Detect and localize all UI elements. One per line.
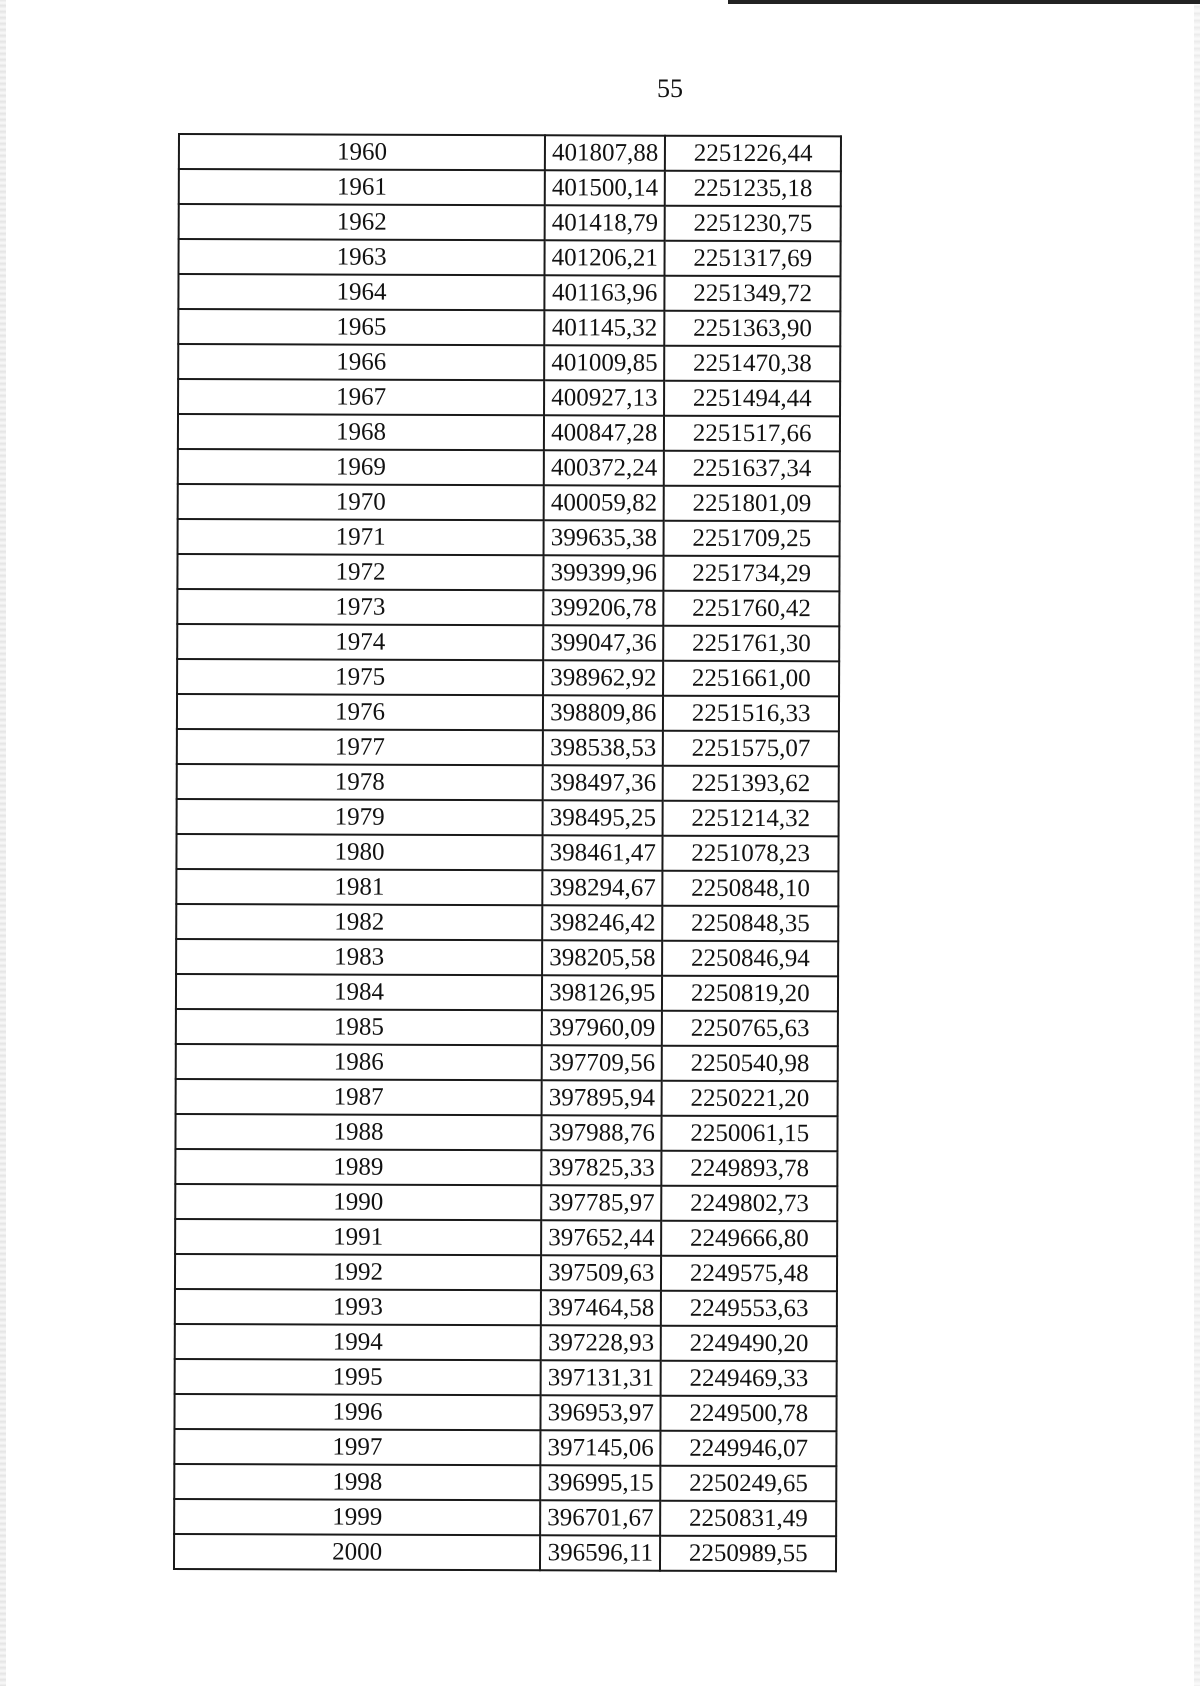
- x-value-cell: 400372,24: [544, 450, 664, 485]
- x-value-cell: 396953,97: [541, 1395, 661, 1430]
- x-value-cell: 398809,86: [543, 695, 663, 730]
- year-cell: 1996: [174, 1394, 540, 1430]
- table-row: [178, 379, 840, 416]
- table-row: [175, 1149, 837, 1186]
- table-row: [174, 1499, 836, 1536]
- table-row: [174, 1394, 836, 1431]
- y-value-cell: 2250249,65: [661, 1466, 837, 1502]
- year-cell: 1990: [175, 1184, 541, 1220]
- year-cell: 1978: [177, 764, 543, 800]
- y-value-cell: 2251226,44: [665, 136, 841, 172]
- scan-edge-right: [1194, 0, 1200, 1686]
- x-value-cell: 397825,33: [541, 1150, 661, 1185]
- y-value-cell: 2251516,33: [663, 696, 839, 732]
- y-value-cell: 2249802,73: [662, 1186, 838, 1222]
- y-value-cell: 2250061,15: [662, 1116, 838, 1152]
- x-value-cell: 397145,06: [540, 1430, 660, 1465]
- y-value-cell: 2251349,72: [665, 276, 841, 312]
- x-value-cell: 397509,63: [541, 1255, 661, 1290]
- year-cell: 1983: [176, 939, 542, 975]
- x-value-cell: 398205,58: [542, 940, 662, 975]
- x-value-cell: 400847,28: [544, 415, 664, 450]
- data-table: [173, 133, 842, 1572]
- year-cell: 1974: [177, 624, 543, 660]
- year-cell: 1961: [179, 169, 545, 205]
- y-value-cell: 2250819,20: [662, 976, 838, 1012]
- x-value-cell: 401418,79: [545, 205, 665, 240]
- x-value-cell: 396701,67: [540, 1500, 660, 1535]
- y-value-cell: 2250831,49: [661, 1501, 837, 1537]
- year-cell: 1968: [178, 414, 544, 450]
- x-value-cell: 397988,76: [542, 1115, 662, 1150]
- x-value-cell: 396995,15: [540, 1465, 660, 1500]
- table-row: [176, 904, 838, 941]
- year-cell: 2000: [174, 1534, 540, 1570]
- y-value-cell: 2250989,55: [660, 1536, 836, 1572]
- year-cell: 1991: [175, 1219, 541, 1255]
- table-row: [175, 1254, 837, 1291]
- year-cell: 1975: [177, 659, 543, 695]
- table-row: [178, 449, 840, 486]
- year-cell: 1970: [178, 484, 544, 520]
- x-value-cell: 399206,78: [543, 590, 663, 625]
- year-cell: 1981: [176, 869, 542, 905]
- x-value-cell: 398126,95: [542, 975, 662, 1010]
- page-number: 55: [657, 74, 683, 103]
- x-value-cell: 401500,14: [545, 170, 665, 205]
- table-row: [176, 1079, 838, 1116]
- year-cell: 1977: [177, 729, 543, 765]
- x-value-cell: 398962,92: [543, 660, 663, 695]
- table-row: [176, 834, 838, 871]
- y-value-cell: 2251317,69: [665, 241, 841, 277]
- x-value-cell: 401206,21: [545, 240, 665, 275]
- y-value-cell: 2251661,00: [663, 661, 839, 697]
- x-value-cell: 397228,93: [541, 1325, 661, 1360]
- year-cell: 1969: [178, 449, 544, 485]
- y-value-cell: 2249893,78: [662, 1151, 838, 1187]
- y-value-cell: 2250221,20: [662, 1081, 838, 1117]
- table-body: [174, 134, 841, 1571]
- table-row: [175, 1219, 837, 1256]
- year-cell: 1966: [178, 344, 544, 380]
- table-row: [174, 1534, 836, 1571]
- x-value-cell: 397895,94: [542, 1080, 662, 1115]
- x-value-cell: 397785,97: [541, 1185, 661, 1220]
- year-cell: 1963: [179, 239, 545, 275]
- y-value-cell: 2249666,80: [662, 1221, 838, 1257]
- y-value-cell: 2250765,63: [662, 1011, 838, 1047]
- table-row: [178, 344, 840, 381]
- y-value-cell: 2250848,35: [663, 906, 839, 942]
- y-value-cell: 2251214,32: [663, 801, 839, 837]
- x-value-cell: 398461,47: [543, 835, 663, 870]
- table-row: [176, 939, 838, 976]
- y-value-cell: 2250846,94: [663, 941, 839, 977]
- table-row: [178, 519, 840, 556]
- year-cell: 1989: [175, 1149, 541, 1185]
- table-row: [178, 274, 840, 311]
- table-row: [174, 1429, 836, 1466]
- year-cell: 1982: [176, 904, 542, 940]
- y-value-cell: 2251761,30: [664, 626, 840, 662]
- year-cell: 1962: [179, 204, 545, 240]
- table-row: [175, 1184, 837, 1221]
- table-row: [175, 1359, 837, 1396]
- y-value-cell: 2251494,44: [664, 381, 840, 417]
- year-cell: 1973: [177, 589, 543, 625]
- x-value-cell: 398246,42: [542, 905, 662, 940]
- year-cell: 1965: [178, 309, 544, 345]
- year-cell: 1972: [177, 554, 543, 590]
- year-cell: 1988: [175, 1114, 541, 1150]
- y-value-cell: 2249490,20: [661, 1326, 837, 1362]
- y-value-cell: 2250540,98: [662, 1046, 838, 1082]
- year-cell: 1980: [176, 834, 542, 870]
- y-value-cell: 2251801,09: [664, 486, 840, 522]
- table-row: [178, 414, 840, 451]
- x-value-cell: 397131,31: [541, 1360, 661, 1395]
- table-row: [176, 1044, 838, 1081]
- y-value-cell: 2251393,62: [663, 766, 839, 802]
- table-row: [174, 1464, 836, 1501]
- year-cell: 1960: [179, 134, 545, 170]
- y-value-cell: 2251230,75: [665, 206, 841, 242]
- x-value-cell: 397652,44: [541, 1220, 661, 1255]
- y-value-cell: 2249575,48: [661, 1256, 837, 1292]
- y-value-cell: 2251470,38: [665, 346, 841, 382]
- year-cell: 1995: [175, 1359, 541, 1395]
- x-value-cell: 399399,96: [543, 555, 663, 590]
- table-row: [177, 694, 839, 731]
- table-row: [176, 1009, 838, 1046]
- y-value-cell: 2249500,78: [661, 1396, 837, 1432]
- y-value-cell: 2249469,33: [661, 1361, 837, 1397]
- table-row: [175, 1289, 837, 1326]
- year-cell: 1999: [174, 1499, 540, 1535]
- year-cell: 1994: [175, 1324, 541, 1360]
- x-value-cell: 401145,32: [544, 310, 664, 345]
- y-value-cell: 2249553,63: [661, 1291, 837, 1327]
- table-row: [178, 309, 840, 346]
- table-row: [177, 799, 839, 836]
- year-cell: 1997: [174, 1429, 540, 1465]
- x-value-cell: 400059,82: [544, 485, 664, 520]
- y-value-cell: 2251734,29: [664, 556, 840, 592]
- y-value-cell: 2251078,23: [663, 836, 839, 872]
- x-value-cell: 398495,25: [543, 800, 663, 835]
- x-value-cell: 398538,53: [543, 730, 663, 765]
- table-row: [179, 169, 841, 206]
- table-row: [179, 239, 841, 276]
- table-row: [179, 134, 841, 171]
- x-value-cell: 401163,96: [544, 275, 664, 310]
- year-cell: 1971: [178, 519, 544, 555]
- year-cell: 1967: [178, 379, 544, 415]
- y-value-cell: 2251760,42: [664, 591, 840, 627]
- x-value-cell: 397960,09: [542, 1010, 662, 1045]
- table-row: [177, 554, 839, 591]
- table-row: [175, 1114, 837, 1151]
- x-value-cell: 397709,56: [542, 1045, 662, 1080]
- x-value-cell: 401807,88: [545, 135, 665, 170]
- table-row: [178, 484, 840, 521]
- y-value-cell: 2251235,18: [665, 171, 841, 207]
- top-rule: [728, 0, 1200, 4]
- table-row: [176, 974, 838, 1011]
- table-row: [177, 764, 839, 801]
- y-value-cell: 2251575,07: [663, 731, 839, 767]
- y-value-cell: 2251709,25: [664, 521, 840, 557]
- x-value-cell: 400927,13: [544, 380, 664, 415]
- x-value-cell: 401009,85: [544, 345, 664, 380]
- table-row: [177, 589, 839, 626]
- y-value-cell: 2251517,66: [664, 416, 840, 452]
- x-value-cell: 397464,58: [541, 1290, 661, 1325]
- table-row: [176, 869, 838, 906]
- table-row: [177, 659, 839, 696]
- year-cell: 1964: [178, 274, 544, 310]
- table-row: [177, 729, 839, 766]
- x-value-cell: 398497,36: [543, 765, 663, 800]
- y-value-cell: 2250848,10: [663, 871, 839, 907]
- year-cell: 1985: [176, 1009, 542, 1045]
- y-value-cell: 2249946,07: [661, 1431, 837, 1467]
- table-row: [175, 1324, 837, 1361]
- x-value-cell: 396596,11: [540, 1535, 660, 1570]
- x-value-cell: 398294,67: [542, 870, 662, 905]
- year-cell: 1979: [177, 799, 543, 835]
- year-cell: 1986: [176, 1044, 542, 1080]
- year-cell: 1987: [176, 1079, 542, 1115]
- year-cell: 1998: [174, 1464, 540, 1500]
- year-cell: 1992: [175, 1254, 541, 1290]
- x-value-cell: 399047,36: [543, 625, 663, 660]
- table-row: [179, 204, 841, 241]
- scan-edge-left: [0, 0, 6, 1686]
- year-cell: 1993: [175, 1289, 541, 1325]
- x-value-cell: 399635,38: [544, 520, 664, 555]
- year-cell: 1976: [177, 694, 543, 730]
- year-cell: 1984: [176, 974, 542, 1010]
- y-value-cell: 2251637,34: [664, 451, 840, 487]
- y-value-cell: 2251363,90: [665, 311, 841, 347]
- table-row: [177, 624, 839, 661]
